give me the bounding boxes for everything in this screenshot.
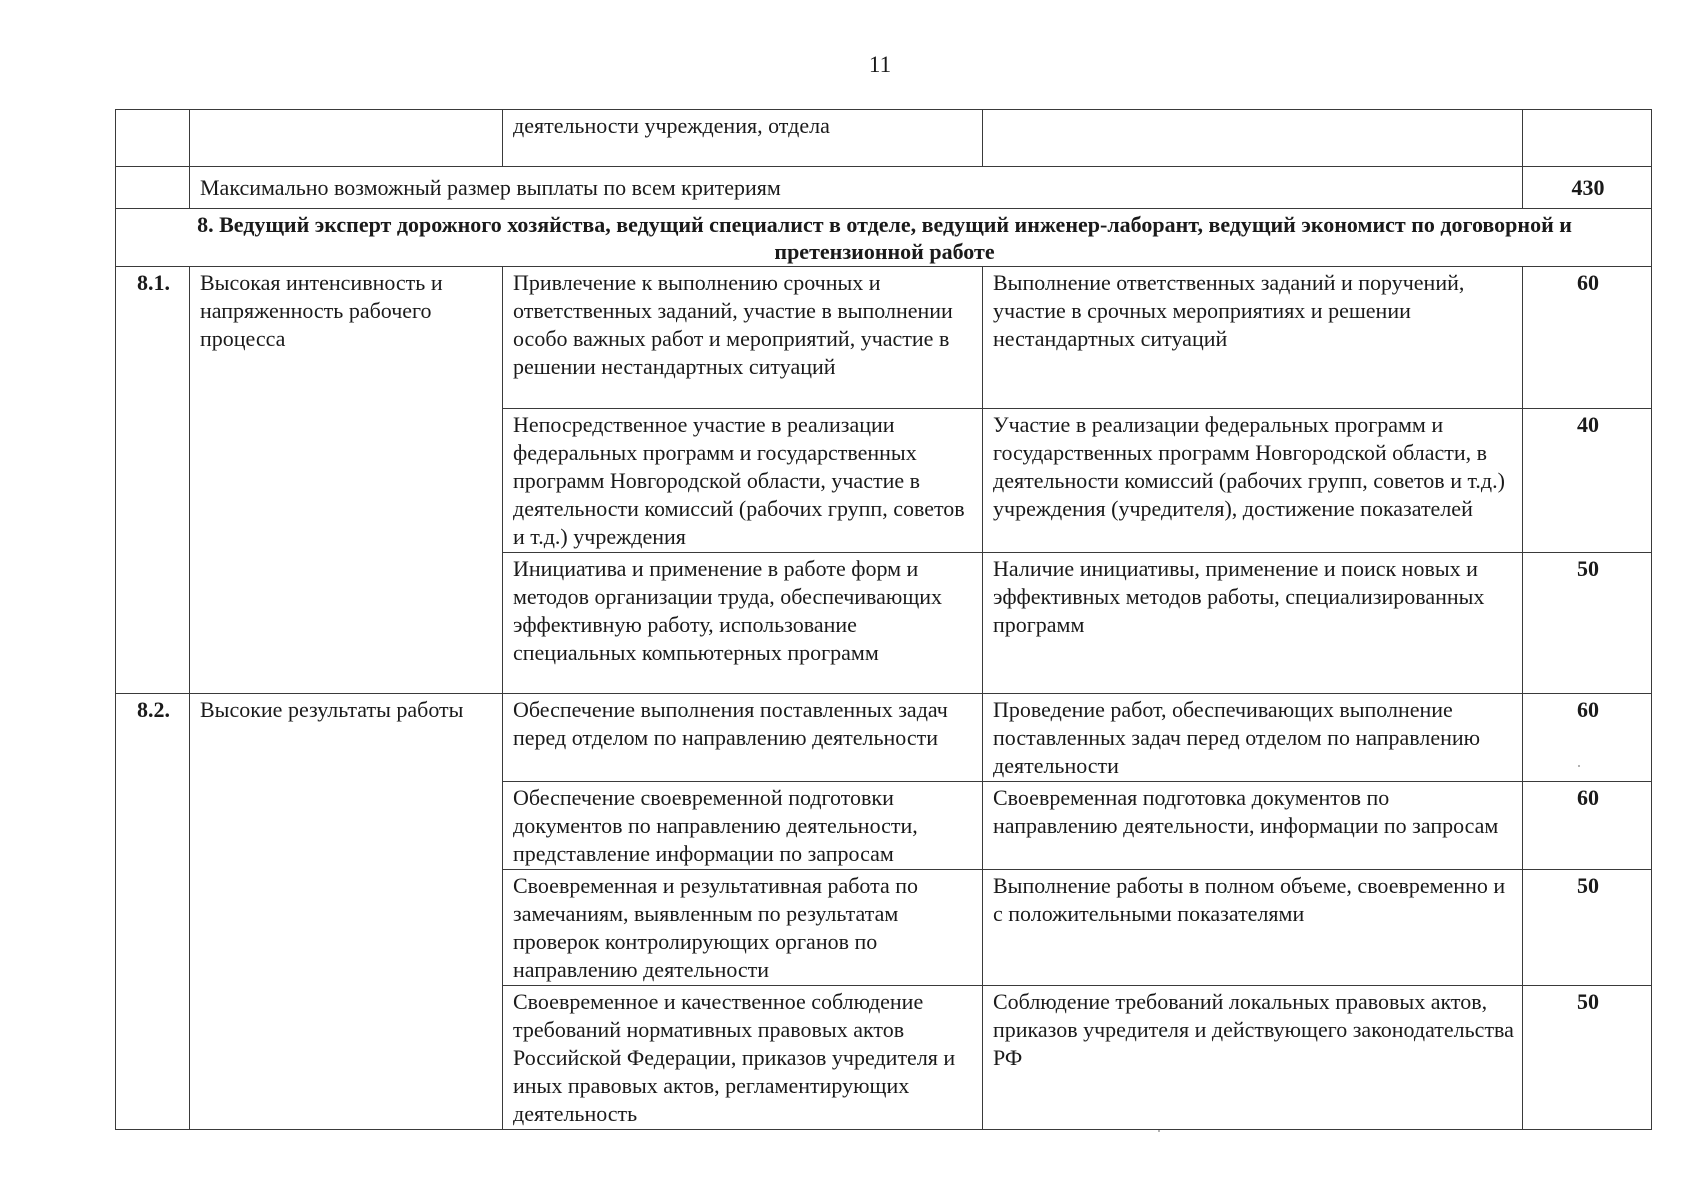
max-total-label: Максимально возможный размер выплаты по всем критериям <box>190 167 1523 209</box>
condition-cell: Непосредственное участие в реализации федеральных программ и государственных программ Новгородской области, участие в деятельности комиссий (рабочих групп, советов и т.д.) учреждения <box>503 409 983 553</box>
table-row <box>116 267 1652 409</box>
points-cell: 50 <box>1523 553 1652 694</box>
criterion-cell <box>190 110 503 167</box>
criterion-name: Высокая интенсивность и напряженность рабочего процесса <box>190 267 503 694</box>
condition-cell: деятельности учреждения, отдела <box>503 110 983 167</box>
points-cell: 50 <box>1523 870 1652 986</box>
condition-cell: Обеспечение выполнения поставленных задач перед отделом по направлению деятельности <box>503 694 983 782</box>
section-title: 8. Ведущий эксперт дорожного хозяйства, ведущий специалист в отделе, ведущий инженер-лаборант, ведущий экономист по договорной и претензионной работе <box>116 209 1652 267</box>
indicator-cell: Соблюдение требований локальных правовых актов, приказов учредителя и действующего законодательства РФ <box>983 986 1523 1130</box>
criterion-name: Высокие результаты работы <box>190 694 503 1130</box>
indicator-cell: Наличие инициативы, применение и поиск новых и эффективных методов работы, специализированных программ <box>983 553 1523 694</box>
table-row <box>116 694 1652 782</box>
points-cell: 60 <box>1523 782 1652 870</box>
points-cell: 50 <box>1523 986 1652 1130</box>
condition-cell: Своевременное и качественное соблюдение требований нормативных правовых актов Российской Федерации, приказов учредителя и иных правовых актов, регламентирующих деятельность <box>503 986 983 1130</box>
criterion-number: 8.2. <box>116 694 190 1130</box>
section-header-row <box>116 209 1652 267</box>
scan-speck <box>1158 1130 1160 1132</box>
condition-cell: Обеспечение своевременной подготовки документов по направлению деятельности, представление информации по запросам <box>503 782 983 870</box>
indicator-cell: Своевременная подготовка документов по направлению деятельности, информации по запросам <box>983 782 1523 870</box>
points-cell <box>1523 110 1652 167</box>
indicator-cell: Выполнение ответственных заданий и поручений, участие в срочных мероприятиях и решении нестандартных ситуаций <box>983 267 1523 409</box>
points-cell: 60 <box>1523 267 1652 409</box>
number-cell <box>116 110 190 167</box>
points-cell: 60 <box>1523 694 1652 782</box>
indicator-cell: Участие в реализации федеральных программ и государственных программ Новгородской области, в деятельности комиссий (рабочих групп, советов и т.д.) учреждения (учредителя), достижение показателей <box>983 409 1523 553</box>
max-total-points: 430 <box>1523 167 1652 209</box>
criteria-table <box>115 109 1652 1130</box>
continuation-row <box>116 110 1652 167</box>
indicator-cell: Выполнение работы в полном объеме, своевременно и с положительными показателями <box>983 870 1523 986</box>
number-cell <box>116 167 190 209</box>
points-cell: 40 <box>1523 409 1652 553</box>
page-number: 11 <box>868 52 892 77</box>
criterion-number: 8.1. <box>116 267 190 694</box>
scan-speck <box>1578 765 1580 767</box>
indicator-cell: Проведение работ, обеспечивающих выполнение поставленных задач перед отделом по направлению деятельности <box>983 694 1523 782</box>
condition-cell: Привлечение к выполнению срочных и ответственных заданий, участие в выполнении особо важных работ и мероприятий, участие в решении нестандартных ситуаций <box>503 267 983 409</box>
indicator-cell <box>983 110 1523 167</box>
condition-cell: Инициатива и применение в работе форм и методов организации труда, обеспечивающих эффективную работу, использование специальных компьютерных программ <box>503 553 983 694</box>
condition-cell: Своевременная и результативная работа по замечаниям, выявленным по результатам проверок контролирующих органов по направлению деятельности <box>503 870 983 986</box>
max-total-row <box>116 167 1652 209</box>
